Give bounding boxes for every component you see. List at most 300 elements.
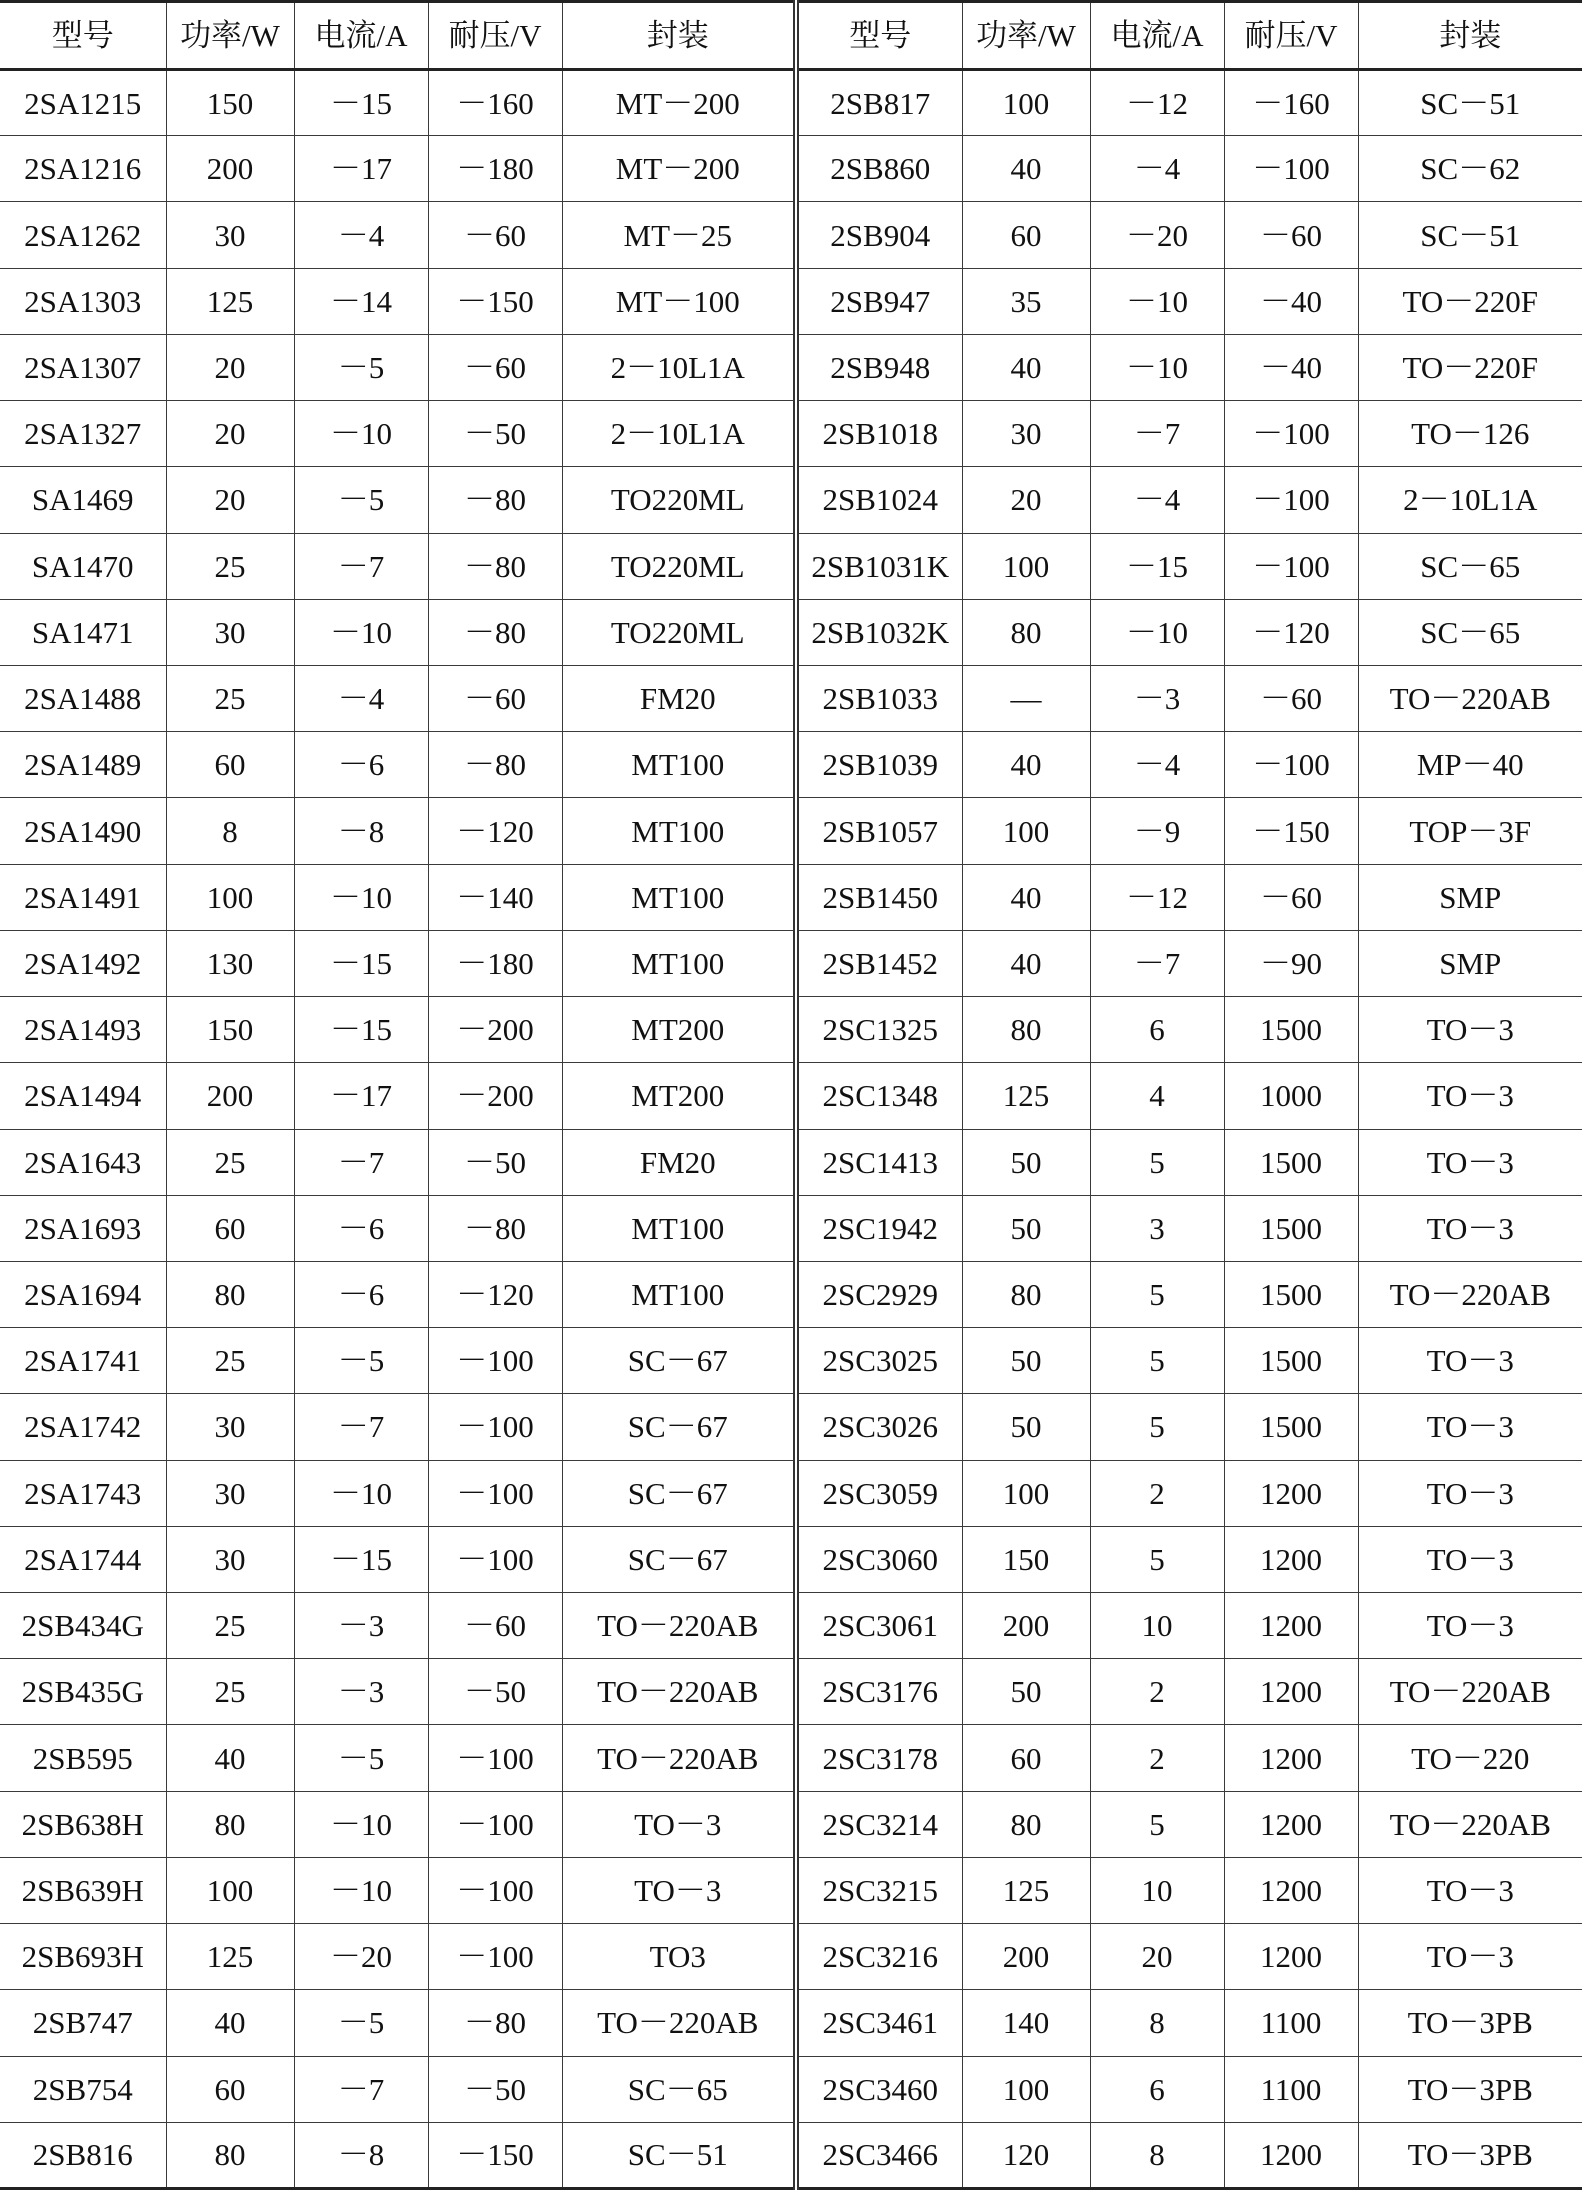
table-row: [0, 1328, 1582, 1394]
cell-power-left: 30: [166, 599, 294, 665]
cell-power-right: 80: [962, 997, 1090, 1063]
table-row: [0, 1129, 1582, 1195]
table-row: [0, 268, 1582, 334]
cell-voltage-left: －100: [428, 1857, 562, 1923]
cell-power-left: 30: [166, 1526, 294, 1592]
cell-voltage-left: －150: [428, 268, 562, 334]
cell-model-left: 2SA1744: [0, 1526, 166, 1592]
cell-current-right: －12: [1090, 864, 1224, 930]
cell-voltage-right: 1200: [1224, 1460, 1358, 1526]
table-row: [0, 70, 1582, 136]
cell-current-right: 8: [1090, 2122, 1224, 2188]
cell-model-right: 2SC3215: [796, 1857, 962, 1923]
cell-voltage-right: －90: [1224, 930, 1358, 996]
cell-power-left: 100: [166, 864, 294, 930]
cell-package-left: TO220ML: [562, 467, 796, 533]
cell-power-left: 20: [166, 401, 294, 467]
cell-package-right: MP－40: [1358, 732, 1582, 798]
cell-power-left: 80: [166, 2122, 294, 2188]
cell-voltage-right: －60: [1224, 665, 1358, 731]
cell-current-left: －5: [294, 1990, 428, 2056]
cell-voltage-right: －60: [1224, 864, 1358, 930]
cell-model-left: 2SB754: [0, 2056, 166, 2122]
cell-package-left: SC－65: [562, 2056, 796, 2122]
table-row: [0, 1195, 1582, 1261]
cell-package-right: TO－3: [1358, 1857, 1582, 1923]
cell-package-right: TO－3: [1358, 997, 1582, 1063]
cell-model-left: 2SB816: [0, 2122, 166, 2188]
cell-voltage-right: 1200: [1224, 1791, 1358, 1857]
cell-voltage-left: －100: [428, 1725, 562, 1791]
cell-package-right: TO－220F: [1358, 334, 1582, 400]
table-row: [0, 798, 1582, 864]
cell-model-left: 2SA1327: [0, 401, 166, 467]
cell-model-right: 2SC3178: [796, 1725, 962, 1791]
cell-power-right: 100: [962, 1460, 1090, 1526]
cell-current-left: －8: [294, 2122, 428, 2188]
cell-power-left: 60: [166, 1195, 294, 1261]
cell-voltage-left: －50: [428, 2056, 562, 2122]
cell-voltage-right: 1500: [1224, 1261, 1358, 1327]
cell-model-right: 2SC3460: [796, 2056, 962, 2122]
cell-model-right: 2SC3176: [796, 1659, 962, 1725]
cell-model-right: 2SB1452: [796, 930, 962, 996]
table-row: [0, 599, 1582, 665]
cell-package-right: SC－51: [1358, 70, 1582, 136]
cell-power-left: 30: [166, 202, 294, 268]
cell-package-right: TO－3PB: [1358, 2122, 1582, 2188]
cell-model-left: SA1469: [0, 467, 166, 533]
cell-power-right: 80: [962, 1791, 1090, 1857]
cell-current-right: 2: [1090, 1659, 1224, 1725]
cell-voltage-left: －120: [428, 1261, 562, 1327]
cell-voltage-right: －100: [1224, 136, 1358, 202]
cell-model-left: 2SA1262: [0, 202, 166, 268]
cell-model-left: 2SA1489: [0, 732, 166, 798]
cell-package-left: TO－220AB: [562, 1593, 796, 1659]
cell-power-left: 25: [166, 665, 294, 731]
table-row: [0, 1261, 1582, 1327]
cell-power-left: 60: [166, 2056, 294, 2122]
header-package-left: 封装: [562, 2, 796, 70]
table-row: [0, 1725, 1582, 1791]
cell-voltage-left: －60: [428, 1593, 562, 1659]
cell-voltage-right: 1200: [1224, 1857, 1358, 1923]
cell-power-right: 125: [962, 1063, 1090, 1129]
cell-voltage-left: －100: [428, 1328, 562, 1394]
cell-voltage-left: －60: [428, 202, 562, 268]
cell-voltage-right: 1200: [1224, 1924, 1358, 1990]
table-row: [0, 533, 1582, 599]
cell-power-left: 25: [166, 1593, 294, 1659]
table-row: [0, 1593, 1582, 1659]
cell-package-left: SC－67: [562, 1526, 796, 1592]
cell-model-right: 2SB1450: [796, 864, 962, 930]
cell-package-left: SC－67: [562, 1394, 796, 1460]
cell-package-left: MT100: [562, 930, 796, 996]
cell-package-right: TOP－3F: [1358, 798, 1582, 864]
cell-current-right: －4: [1090, 467, 1224, 533]
cell-voltage-left: －50: [428, 401, 562, 467]
header-voltage-right: 耐压/V: [1224, 2, 1358, 70]
cell-current-right: 3: [1090, 1195, 1224, 1261]
cell-current-left: －4: [294, 665, 428, 731]
cell-current-right: 20: [1090, 1924, 1224, 1990]
cell-current-right: 5: [1090, 1791, 1224, 1857]
cell-power-right: 50: [962, 1659, 1090, 1725]
cell-current-left: －14: [294, 268, 428, 334]
cell-package-right: TO－3PB: [1358, 1990, 1582, 2056]
cell-current-right: －12: [1090, 70, 1224, 136]
cell-package-right: TO－3: [1358, 1328, 1582, 1394]
table-row: [0, 1924, 1582, 1990]
cell-power-right: 40: [962, 732, 1090, 798]
cell-power-right: 125: [962, 1857, 1090, 1923]
cell-package-left: MT100: [562, 798, 796, 864]
cell-voltage-left: －100: [428, 1924, 562, 1990]
cell-model-right: 2SC1413: [796, 1129, 962, 1195]
cell-package-left: SC－51: [562, 2122, 796, 2188]
cell-current-left: －3: [294, 1659, 428, 1725]
cell-package-right: SMP: [1358, 864, 1582, 930]
cell-current-left: －15: [294, 997, 428, 1063]
cell-power-right: 100: [962, 2056, 1090, 2122]
table-row: [0, 1990, 1582, 2056]
cell-model-right: 2SB947: [796, 268, 962, 334]
table-row: [0, 334, 1582, 400]
cell-current-right: －10: [1090, 268, 1224, 334]
cell-package-left: MT100: [562, 864, 796, 930]
cell-model-left: 2SA1303: [0, 268, 166, 334]
cell-voltage-left: －60: [428, 334, 562, 400]
cell-current-left: －7: [294, 2056, 428, 2122]
cell-voltage-left: －100: [428, 1791, 562, 1857]
cell-model-left: 2SA1492: [0, 930, 166, 996]
cell-package-right: TO－220F: [1358, 268, 1582, 334]
header-power-right: 功率/W: [962, 2, 1090, 70]
cell-power-right: 80: [962, 1261, 1090, 1327]
table-body: [0, 70, 1582, 2189]
cell-current-left: －20: [294, 1924, 428, 1990]
cell-package-right: SC－51: [1358, 202, 1582, 268]
cell-power-right: 80: [962, 599, 1090, 665]
cell-voltage-left: －200: [428, 997, 562, 1063]
table-row: [0, 2122, 1582, 2188]
cell-current-right: －3: [1090, 665, 1224, 731]
cell-model-right: 2SB1018: [796, 401, 962, 467]
cell-model-right: 2SC3026: [796, 1394, 962, 1460]
cell-power-left: 125: [166, 268, 294, 334]
cell-voltage-right: －160: [1224, 70, 1358, 136]
cell-power-left: 25: [166, 1328, 294, 1394]
cell-voltage-right: 1500: [1224, 1195, 1358, 1261]
cell-current-left: －5: [294, 1725, 428, 1791]
cell-model-left: 2SB638H: [0, 1791, 166, 1857]
cell-power-right: 50: [962, 1328, 1090, 1394]
cell-model-left: 2SA1694: [0, 1261, 166, 1327]
table-row: [0, 1063, 1582, 1129]
cell-power-right: 100: [962, 70, 1090, 136]
cell-current-right: 5: [1090, 1129, 1224, 1195]
table-row: [0, 202, 1582, 268]
cell-current-right: 2: [1090, 1725, 1224, 1791]
cell-voltage-right: －120: [1224, 599, 1358, 665]
header-power-left: 功率/W: [166, 2, 294, 70]
table-row: [0, 401, 1582, 467]
cell-package-right: TO－3: [1358, 1394, 1582, 1460]
cell-package-left: TO－220AB: [562, 1725, 796, 1791]
table-row: [0, 732, 1582, 798]
cell-power-left: 150: [166, 70, 294, 136]
cell-model-right: 2SB1033: [796, 665, 962, 731]
cell-power-left: 20: [166, 467, 294, 533]
cell-model-right: 2SC1942: [796, 1195, 962, 1261]
cell-current-left: －4: [294, 202, 428, 268]
cell-model-right: 2SB1032K: [796, 599, 962, 665]
cell-package-right: TO－3: [1358, 1063, 1582, 1129]
cell-package-right: TO－3: [1358, 1195, 1582, 1261]
cell-model-left: 2SB595: [0, 1725, 166, 1791]
cell-package-left: MT－200: [562, 136, 796, 202]
cell-current-right: 6: [1090, 997, 1224, 1063]
cell-package-left: TO－220AB: [562, 1659, 796, 1725]
cell-power-right: 60: [962, 202, 1090, 268]
cell-current-right: 10: [1090, 1593, 1224, 1659]
table-row: [0, 467, 1582, 533]
cell-current-right: 6: [1090, 2056, 1224, 2122]
cell-current-right: 5: [1090, 1261, 1224, 1327]
cell-power-right: 140: [962, 1990, 1090, 2056]
cell-model-right: 2SC3025: [796, 1328, 962, 1394]
cell-current-left: －10: [294, 1791, 428, 1857]
cell-package-right: TO－220AB: [1358, 1261, 1582, 1327]
cell-package-right: TO－3: [1358, 1924, 1582, 1990]
cell-current-right: －20: [1090, 202, 1224, 268]
cell-current-left: －7: [294, 1394, 428, 1460]
cell-current-left: －15: [294, 930, 428, 996]
cell-power-left: 130: [166, 930, 294, 996]
cell-voltage-left: －100: [428, 1460, 562, 1526]
cell-voltage-right: 1000: [1224, 1063, 1358, 1129]
cell-package-left: MT－25: [562, 202, 796, 268]
cell-package-right: TO－220: [1358, 1725, 1582, 1791]
cell-package-left: MT100: [562, 1195, 796, 1261]
cell-current-left: －10: [294, 599, 428, 665]
cell-model-right: 2SB948: [796, 334, 962, 400]
cell-package-right: TO－3: [1358, 1526, 1582, 1592]
cell-package-left: TO3: [562, 1924, 796, 1990]
cell-package-left: TO－3: [562, 1857, 796, 1923]
cell-voltage-left: －150: [428, 2122, 562, 2188]
cell-voltage-left: －80: [428, 533, 562, 599]
cell-voltage-left: －80: [428, 1195, 562, 1261]
cell-power-right: 40: [962, 334, 1090, 400]
cell-power-right: 120: [962, 2122, 1090, 2188]
cell-package-right: TO－220AB: [1358, 1791, 1582, 1857]
cell-package-left: MT－100: [562, 268, 796, 334]
cell-package-left: 2－10L1A: [562, 401, 796, 467]
cell-voltage-right: 1500: [1224, 1394, 1358, 1460]
cell-current-left: －7: [294, 1129, 428, 1195]
cell-power-right: 200: [962, 1924, 1090, 1990]
cell-power-left: 200: [166, 1063, 294, 1129]
header-model-left: 型号: [0, 2, 166, 70]
cell-model-right: 2SB1039: [796, 732, 962, 798]
cell-power-left: 150: [166, 997, 294, 1063]
cell-model-left: 2SA1488: [0, 665, 166, 731]
cell-voltage-left: －60: [428, 665, 562, 731]
cell-package-right: SC－65: [1358, 599, 1582, 665]
cell-model-right: 2SB1024: [796, 467, 962, 533]
cell-model-right: 2SC2929: [796, 1261, 962, 1327]
cell-voltage-right: 1200: [1224, 1526, 1358, 1592]
cell-power-left: 40: [166, 1990, 294, 2056]
cell-current-right: 4: [1090, 1063, 1224, 1129]
cell-power-left: 30: [166, 1394, 294, 1460]
cell-power-right: 100: [962, 798, 1090, 864]
cell-voltage-right: 1100: [1224, 1990, 1358, 2056]
cell-model-left: 2SB435G: [0, 1659, 166, 1725]
cell-power-right: 150: [962, 1526, 1090, 1592]
cell-package-left: TO－220AB: [562, 1990, 796, 2056]
cell-model-left: 2SA1643: [0, 1129, 166, 1195]
cell-voltage-right: －100: [1224, 401, 1358, 467]
cell-voltage-left: －50: [428, 1659, 562, 1725]
table-row: [0, 2056, 1582, 2122]
header-package-right: 封装: [1358, 2, 1582, 70]
table-row: [0, 1857, 1582, 1923]
cell-current-right: －4: [1090, 136, 1224, 202]
cell-current-left: －10: [294, 1857, 428, 1923]
cell-power-left: 8: [166, 798, 294, 864]
cell-package-right: SC－62: [1358, 136, 1582, 202]
cell-package-left: 2－10L1A: [562, 334, 796, 400]
header-current-left: 电流/A: [294, 2, 428, 70]
cell-current-left: －17: [294, 136, 428, 202]
table-row: [0, 665, 1582, 731]
cell-package-left: MT－200: [562, 70, 796, 136]
cell-voltage-right: 1200: [1224, 1593, 1358, 1659]
cell-voltage-left: －160: [428, 70, 562, 136]
cell-package-right: TO－3PB: [1358, 2056, 1582, 2122]
cell-model-left: 2SA1693: [0, 1195, 166, 1261]
cell-voltage-left: －80: [428, 1990, 562, 2056]
cell-voltage-right: 1200: [1224, 1725, 1358, 1791]
cell-package-left: FM20: [562, 665, 796, 731]
cell-current-right: 5: [1090, 1394, 1224, 1460]
cell-current-right: －10: [1090, 599, 1224, 665]
cell-package-left: TO220ML: [562, 533, 796, 599]
cell-model-left: 2SA1490: [0, 798, 166, 864]
cell-voltage-right: －100: [1224, 533, 1358, 599]
cell-voltage-right: 1100: [1224, 2056, 1358, 2122]
cell-current-left: －5: [294, 467, 428, 533]
cell-power-left: 40: [166, 1725, 294, 1791]
cell-package-left: TO－3: [562, 1791, 796, 1857]
cell-model-left: 2SA1216: [0, 136, 166, 202]
cell-package-right: TO－3: [1358, 1593, 1582, 1659]
header-voltage-left: 耐压/V: [428, 2, 562, 70]
cell-current-right: －4: [1090, 732, 1224, 798]
cell-current-right: －7: [1090, 401, 1224, 467]
cell-model-left: 2SA1491: [0, 864, 166, 930]
cell-current-right: 8: [1090, 1990, 1224, 2056]
cell-model-left: 2SA1743: [0, 1460, 166, 1526]
cell-power-right: 20: [962, 467, 1090, 533]
cell-current-right: 5: [1090, 1328, 1224, 1394]
cell-current-left: －6: [294, 732, 428, 798]
cell-model-right: 2SB904: [796, 202, 962, 268]
cell-power-right: 50: [962, 1394, 1090, 1460]
cell-current-left: －6: [294, 1261, 428, 1327]
cell-voltage-right: 1500: [1224, 1129, 1358, 1195]
cell-current-left: －15: [294, 70, 428, 136]
cell-voltage-right: －40: [1224, 334, 1358, 400]
cell-package-right: 2－10L1A: [1358, 467, 1582, 533]
cell-power-left: 125: [166, 1924, 294, 1990]
cell-voltage-left: －120: [428, 798, 562, 864]
cell-model-left: 2SA1493: [0, 997, 166, 1063]
table-row: [0, 864, 1582, 930]
cell-model-right: 2SC3214: [796, 1791, 962, 1857]
cell-current-right: －15: [1090, 533, 1224, 599]
cell-package-left: MT200: [562, 1063, 796, 1129]
cell-voltage-right: －60: [1224, 202, 1358, 268]
cell-model-left: 2SA1494: [0, 1063, 166, 1129]
cell-model-right: 2SB817: [796, 70, 962, 136]
cell-current-right: －7: [1090, 930, 1224, 996]
cell-model-right: 2SC3216: [796, 1924, 962, 1990]
cell-current-left: －6: [294, 1195, 428, 1261]
cell-current-left: －15: [294, 1526, 428, 1592]
cell-package-right: TO－220AB: [1358, 1659, 1582, 1725]
cell-current-right: 2: [1090, 1460, 1224, 1526]
cell-voltage-right: 1500: [1224, 1328, 1358, 1394]
cell-model-right: 2SC3061: [796, 1593, 962, 1659]
cell-model-left: 2SB693H: [0, 1924, 166, 1990]
table-row: [0, 136, 1582, 202]
cell-package-right: SMP: [1358, 930, 1582, 996]
cell-package-right: TO－3: [1358, 1129, 1582, 1195]
cell-voltage-left: －180: [428, 930, 562, 996]
cell-power-left: 80: [166, 1261, 294, 1327]
table-row: [0, 930, 1582, 996]
cell-power-left: 25: [166, 1129, 294, 1195]
cell-power-left: 60: [166, 732, 294, 798]
cell-power-right: 40: [962, 136, 1090, 202]
cell-current-left: －3: [294, 1593, 428, 1659]
cell-voltage-left: －80: [428, 467, 562, 533]
cell-power-left: 25: [166, 533, 294, 599]
cell-model-right: 2SB1057: [796, 798, 962, 864]
cell-package-left: SC－67: [562, 1328, 796, 1394]
cell-model-right: 2SC3059: [796, 1460, 962, 1526]
table-row: [0, 1460, 1582, 1526]
cell-model-left: 2SA1742: [0, 1394, 166, 1460]
cell-model-right: 2SB1031K: [796, 533, 962, 599]
cell-power-left: 25: [166, 1659, 294, 1725]
cell-package-right: TO－220AB: [1358, 665, 1582, 731]
cell-model-right: 2SC1325: [796, 997, 962, 1063]
table-row: [0, 1659, 1582, 1725]
cell-current-right: 10: [1090, 1857, 1224, 1923]
cell-model-right: 2SC3461: [796, 1990, 962, 2056]
cell-current-right: －9: [1090, 798, 1224, 864]
cell-current-right: －10: [1090, 334, 1224, 400]
cell-package-right: SC－65: [1358, 533, 1582, 599]
cell-power-left: 100: [166, 1857, 294, 1923]
cell-power-left: 200: [166, 136, 294, 202]
